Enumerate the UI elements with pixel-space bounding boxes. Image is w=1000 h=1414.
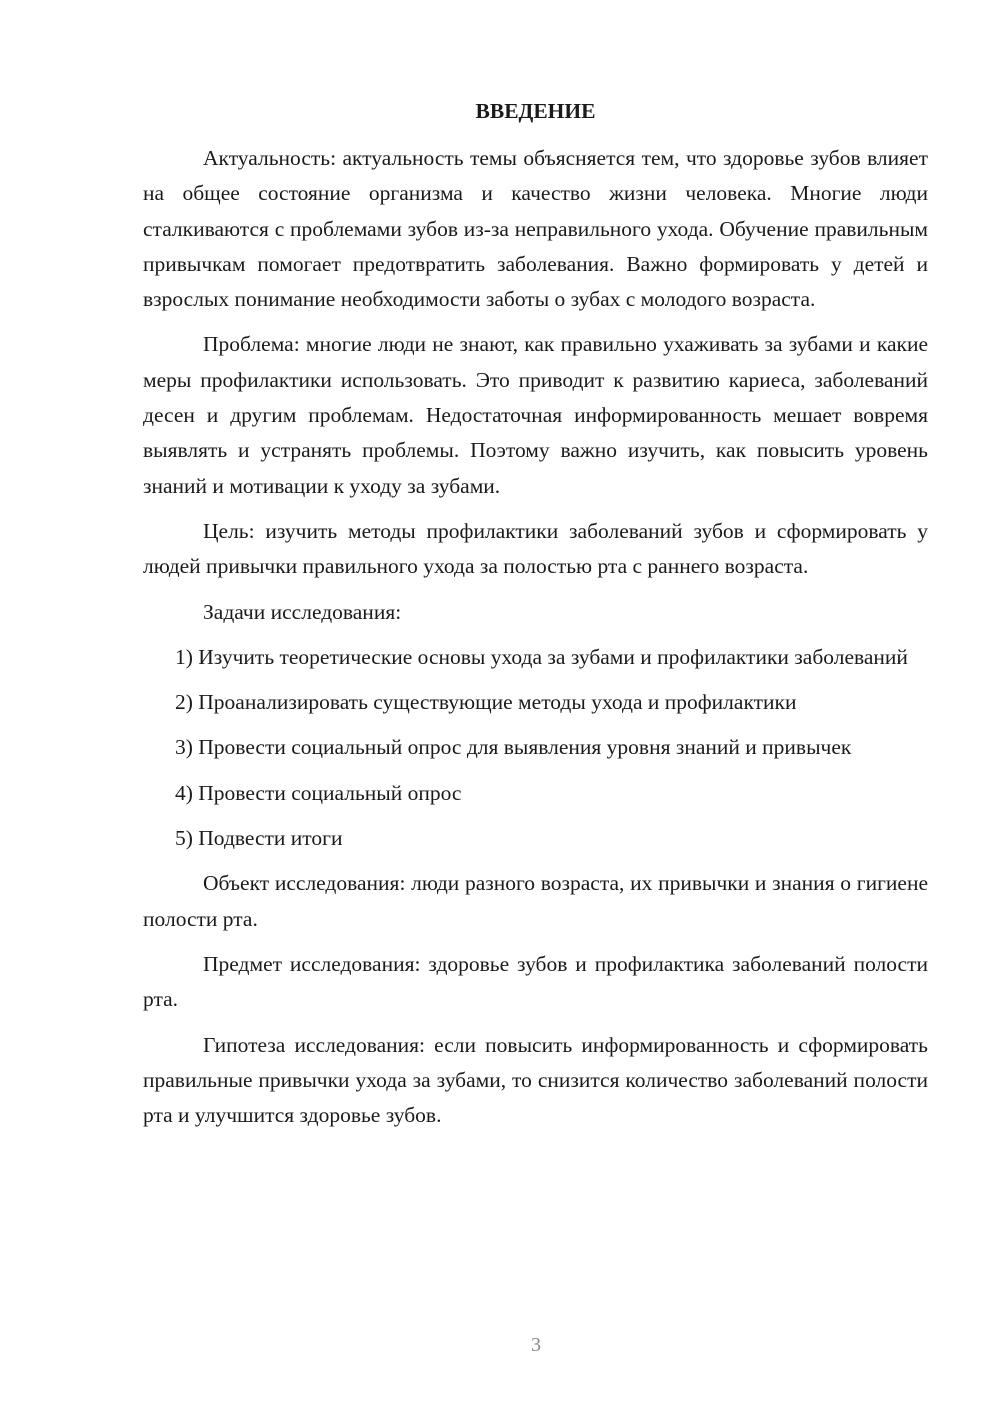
paragraph-hypothesis: Гипотеза исследования: если повысить информированность и сформировать правильные привычки ухода за зубами, то снизится количество заболеваний полости рта и улучшится здоровье зубов. <box>143 1032 928 1128</box>
task-item-2: 2) Проанализировать существующие методы ухода и профилактики <box>175 690 797 715</box>
task-item-3: 3) Провести социальный опрос для выявления уровня знаний и привычек <box>175 735 852 760</box>
document-page <box>143 96 928 1143</box>
task-item-5: 5) Подвести итоги <box>175 826 343 851</box>
paragraph-subject: Предмет исследования: здоровье зубов и профилактика заболеваний полости рта. <box>143 951 928 1012</box>
task-item-1: 1) Изучить теоретические основы ухода за зубами и профилактики заболеваний <box>175 644 908 669</box>
paragraph-relevance: Актуальность: актуальность темы объясняется тем, что здоровье зубов влияет на общее состояние организма и качество жизни человека. Многие люди сталкиваются с проблемами зубов из-за неправильного ухода. Обучение правильным привычкам помогает предотвратить заболевания. Важно формировать у детей и взрослых понимание необходимости заботы о зубах с молодого возраста. <box>143 146 928 312</box>
task-item-4: 4) Провести социальный опрос <box>175 780 462 805</box>
paragraph-problem: Проблема: многие люди не знают, как правильно ухаживать за зубами и какие меры профилактики использовать. Это приводит к развитию кариеса, заболеваний десен и другим проблемам. Недостаточная информированность мешает вовремя выявлять и устранять проблемы. Поэтому важно изучить, как повысить уровень знаний и мотивации к уходу за зубами. <box>143 332 928 498</box>
paragraph-object: Объект исследования: люди разного возраста, их привычки и знания о гигиене полости рта. <box>143 871 928 931</box>
page-number: 3 <box>531 1334 541 1356</box>
section-title: ВВЕДЕНИЕ <box>475 99 596 123</box>
paragraph-goal: Цель: изучить методы профилактики заболеваний зубов и сформировать у людей привычки правильного ухода за полостью рта с раннего возраста. <box>143 518 928 579</box>
tasks-heading: Задачи исследования: <box>203 599 402 624</box>
